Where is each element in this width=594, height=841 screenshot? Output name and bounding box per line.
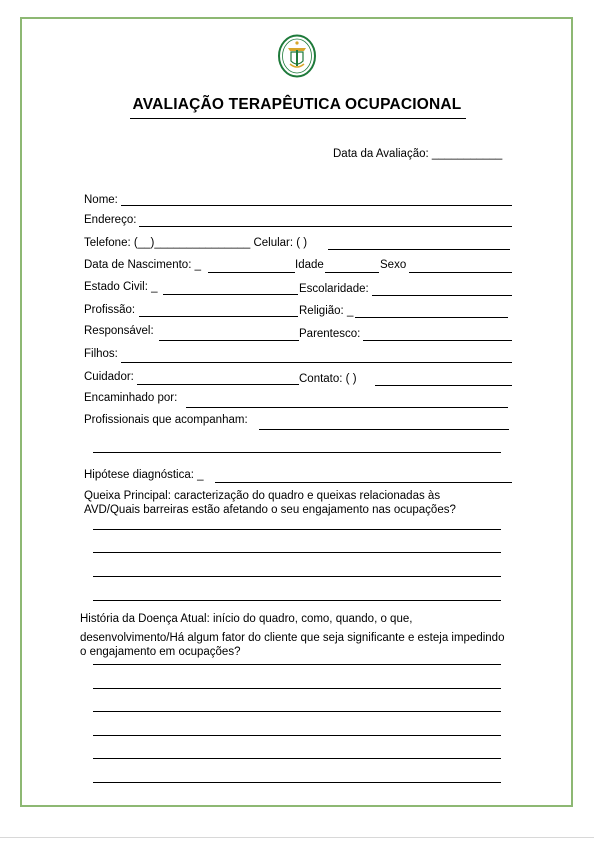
title-underline: [130, 118, 466, 119]
children-field[interactable]: [121, 362, 512, 363]
history-line[interactable]: [93, 758, 501, 759]
marital-status-label: Estado Civil: _: [84, 281, 158, 293]
profession-label: Profissão:: [84, 304, 136, 316]
main-complaint-line[interactable]: [93, 552, 501, 553]
evaluation-date-label: Data da Avaliação: ___________: [333, 148, 503, 160]
referred-by-field[interactable]: [186, 407, 508, 408]
guardian-field[interactable]: [159, 340, 299, 341]
phone-label: Telefone: (__)_______________ Celular: ( ): [84, 237, 308, 249]
diagnostic-hypothesis-field[interactable]: [215, 482, 512, 483]
relationship-label: Parentesco:: [299, 328, 361, 340]
birthdate-label: Data de Nascimento: _: [84, 259, 201, 271]
education-field[interactable]: [372, 295, 512, 296]
page-bottom-separator: [0, 837, 594, 838]
mobile-field[interactable]: [328, 249, 510, 250]
children-label: Filhos:: [84, 348, 118, 360]
document-title: AVALIAÇÃO TERAPÊUTICA OCUPACIONAL: [132, 96, 462, 113]
age-label: Idade: [295, 259, 324, 271]
history-line[interactable]: [93, 688, 501, 689]
marital-status-field[interactable]: [163, 294, 298, 295]
professionals-field-continued[interactable]: [93, 452, 501, 453]
main-complaint-line[interactable]: [93, 600, 501, 601]
sex-label: Sexo: [380, 259, 407, 271]
history-text-3: o engajamento em ocupações?: [80, 646, 241, 658]
religion-label: Religião: _: [299, 305, 354, 317]
address-label: Endereço:: [84, 214, 137, 226]
history-line[interactable]: [93, 711, 501, 712]
professionals-label: Profissionais que acompanham:: [84, 414, 248, 426]
main-complaint-text-1: Queixa Principal: caracterização do quadro e queixas relacionadas às: [84, 490, 441, 502]
professionals-field[interactable]: [259, 429, 509, 430]
institution-seal-icon: [277, 34, 317, 78]
name-field[interactable]: [121, 205, 512, 206]
main-complaint-text-2: AVD/Quais barreiras estão afetando o seu engajamento nas ocupações?: [84, 504, 456, 516]
religion-field[interactable]: [355, 317, 508, 318]
education-label: Escolaridade:: [299, 283, 369, 295]
profession-field[interactable]: [139, 316, 298, 317]
main-complaint-line[interactable]: [93, 529, 501, 530]
history-line[interactable]: [93, 735, 501, 736]
referred-by-label: Encaminhado por:: [84, 392, 178, 404]
caregiver-label: Cuidador:: [84, 371, 134, 383]
relationship-field[interactable]: [363, 340, 512, 341]
history-line[interactable]: [93, 664, 501, 665]
age-field[interactable]: [325, 272, 379, 273]
contact-label: Contato: ( ): [299, 373, 357, 385]
contact-field[interactable]: [375, 385, 512, 386]
birthdate-field[interactable]: [208, 272, 295, 273]
history-text-1: História da Doença Atual: início do quadro, como, quando, o que,: [80, 613, 413, 625]
sex-field[interactable]: [409, 272, 512, 273]
main-complaint-line[interactable]: [93, 576, 501, 577]
history-line[interactable]: [93, 782, 501, 783]
guardian-label: Responsável:: [84, 325, 154, 337]
diagnostic-hypothesis-label: Hipótese diagnóstica: _: [84, 469, 204, 481]
name-label: Nome:: [84, 194, 118, 206]
address-field[interactable]: [139, 226, 512, 227]
history-text-2: desenvolvimento/Há algum fator do cliente que seja significante e esteja impedindo: [80, 632, 505, 644]
caregiver-field[interactable]: [137, 384, 299, 385]
